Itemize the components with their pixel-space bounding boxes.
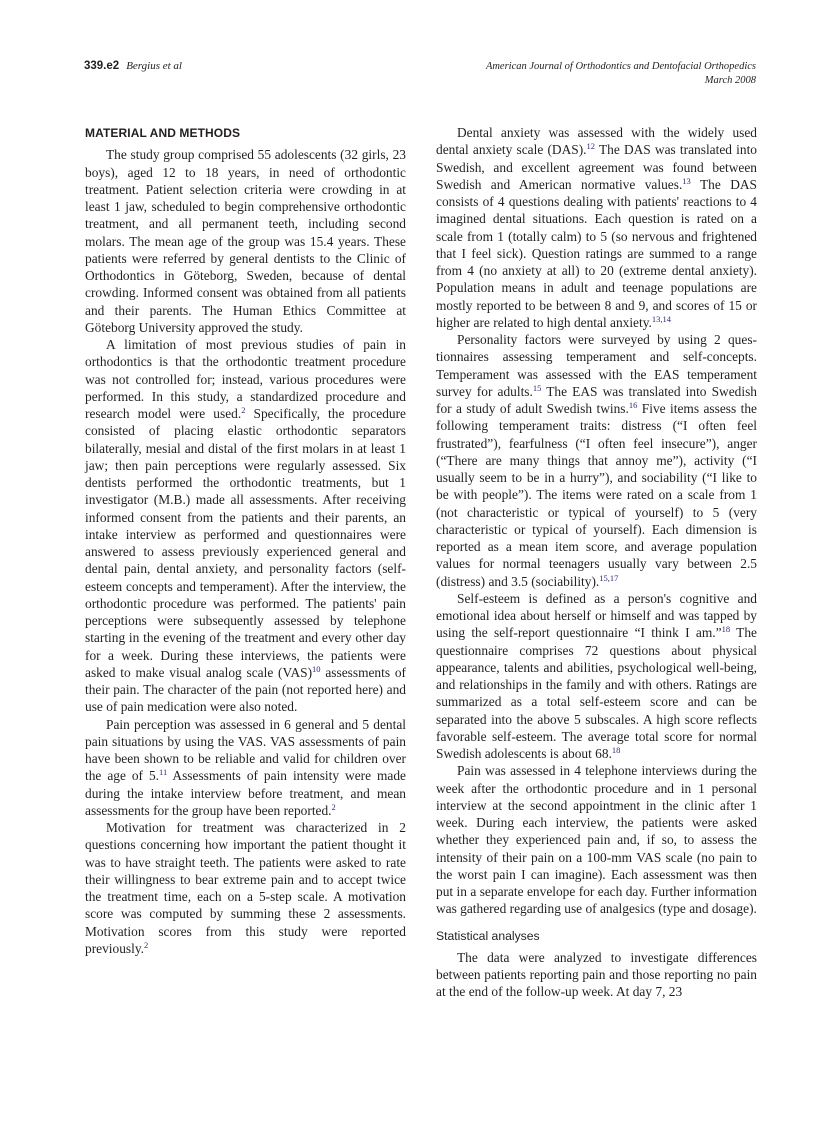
citation-link[interactable]: 12 <box>586 141 595 152</box>
page-number: 339.e2 <box>84 60 120 72</box>
citation-link[interactable]: 2 <box>331 801 336 812</box>
paragraph-text: Five items assess the following temperament traits: distress (“I often feel frustrated”), fearfulness (“I often feel insecure”), anger (“There are many things that annoy me”), activity (“I usually seem to be in a hurry”), and sociability (“I like to be with people”). The items were rated on a scale from 1 (not characteristic or typical of yourself) to 5 (very characteristic or typical of yourself). Each dimension is reported as a mean item score, and average population values for normal teenagers usually vary between 2.5 (distress) and 3.5 (sociability). <box>436 401 757 589</box>
paragraph-self-esteem <box>436 590 757 763</box>
paragraph-text: The DAS consists of 4 questions dealing with patients' reactions to 4 imagined dental situations. Each question is rated on a scale from 1 (totally calm) to 5 (so nervous and frightened that I feel sick). Question ratings are summed to a range from 4 (no anxiety at all) to 20 (extreme dental anxiety). Population means in adult and teenage populations are mostly reported to be between 8 and 9, and scores of 15 or higher are related to high dental anxiety. <box>436 176 757 330</box>
citation-link[interactable]: 15,17 <box>599 572 619 583</box>
paragraph-personality <box>436 331 757 590</box>
paragraph-pain-assessment <box>436 762 757 917</box>
paragraph-pain-perception <box>85 716 406 820</box>
citation-link[interactable]: 10 <box>312 663 321 674</box>
running-authors: Bergius et al <box>126 60 182 72</box>
right-column <box>436 124 757 1001</box>
journal-title: American Journal of Orthodontics and Dentofacial Orthopedics <box>485 61 756 72</box>
citation-link[interactable]: 2 <box>144 939 149 950</box>
section-heading-methods: MATERIAL AND METHODS <box>85 126 241 140</box>
paragraph-text: Motivation for treatment was characterized in 2 questions concerning how important the patient thought it was to have straight teeth. The patients were asked to rate their willingness to bear extreme pain and to accept twice the treatment time, each on a 5-step scale. A motivation score was computed by summing these 2 assessments. Motivation scores from this study were reported previously. <box>85 820 406 956</box>
paragraph-text: Dental anxiety was assessed with the widely used dental anxiety scale (DAS). <box>436 125 757 158</box>
paragraph-statistics <box>436 949 757 1001</box>
paragraph-text: assessments of their pain. The character of the pain (not reported here) and use of pain medication were also noted. <box>85 664 406 715</box>
paragraph-text: Pain perception was assessed in 6 general and 5 dental pain situations by using the VAS. VAS assessments of pain have been shown to be reliable and valid for children over the age of 5. <box>85 716 406 784</box>
paragraph-dental-anxiety <box>436 124 757 331</box>
citation-link[interactable]: 16 <box>628 400 638 410</box>
paragraph-motivation <box>85 819 406 957</box>
citation-link[interactable]: 2 <box>241 405 246 415</box>
subsection-heading-statistics: Statistical analyses <box>436 928 540 943</box>
header-right <box>486 60 756 88</box>
citation-link[interactable]: 18 <box>611 745 621 755</box>
paragraph-study-group <box>85 146 406 336</box>
running-header <box>84 60 756 94</box>
paragraph-text: Assessments of pain intensity were made during the intake interview before treatment, and mean assessments for the group have been reported. <box>85 768 406 818</box>
paragraph-text: The EAS was translated into Swedish for a study of adult Swedish twins. <box>436 383 757 416</box>
citation-link[interactable]: 15 <box>532 382 542 393</box>
citation-link[interactable]: 11 <box>159 767 168 778</box>
left-column <box>85 124 406 957</box>
paragraph-text: The study group comprised 55 adolescents (32 girls, 23 boys), aged 12 to 18 years, in need of orthodontic treatment. Patient selection criteria were crowding in at least 1 jaw, scheduled to begin comprehensive orthodontic treatment, and all permanent teeth, including second molars. The mean age of the group was 15.4 years. These patients were referred by general dentists to the Clinic of Orthodontics in Göteborg, Sweden, because of dental crowding. Informed consent was obtained from all patients and their parents. The Human Ethics Committee at Göteborg University approved the study. <box>85 147 406 335</box>
paragraph-text: The data were analyzed to investigate differences between patients reporting pain and those reporting no pain at the end of the follow-up week. At day 7, 23 <box>436 949 757 1000</box>
citation-link[interactable]: 13 <box>682 175 691 186</box>
issue-date: March 2008 <box>704 75 756 86</box>
paragraph-text: A limitation of most previous studies of pain in orthodontics is that the orthodontic treatment procedure was not controlled for; instead, various procedures were performed. In this study, a standardized procedure and research model were used. <box>85 337 406 421</box>
paragraph-text: Personality factors were surveyed by using 2 questionnaires assessing temperament and self-concepts. Temperament was assessed with the EAS temperament survey for adults. <box>436 332 757 399</box>
paragraph-limitation <box>85 336 406 716</box>
header-left <box>84 60 182 72</box>
paragraph-text: Specifically, the procedure consisted of placing elastic orthodontic separators bilaterally, mesial and distal of the first molars in at least 1 jaw; then pain perceptions were regularly assessed. Six dentists performed the orthodontic treatments, but 1 investigator (M.B.) made all assessments. After receiving informed consent from the patients and their parents, an intake interview as performed and questionnaires were answered to assess previously experienced general and dental pain, dental anxiety, and personality factors (self-esteem concepts and temperament). After the interview, the orthodontic procedure was performed. The patients' pain perceptions were subsequently assessed by telephone starting in the evening of the treatment and every other day for a week. During these interviews, the patients were asked to make visual analog scale (VAS) <box>85 406 406 680</box>
paragraph-text: Self-esteem is defined as a person's cognitive and emotional idea about herself or himself and was tapped by using the self-report questionnaire “I think I am.” <box>436 590 757 641</box>
paragraph-text: The DAS was translated into Swedish, and excellent agreement was found between Swedish and American normative values. <box>436 142 757 192</box>
paragraph-text: Pain was assessed in 4 telephone interviews during the week after the orthodontic procedure and in 1 personal interview at the second appointment in the clinic after 1 week. During each interview, the patients were asked whether they experienced pain and, if so, to assess the intensity of their pain on a 100-mm VAS scale (no pain to the worst pain I can imagine). Each assessment was then put in a separate envelope for each day. Further information was gathered regarding use of analgesics (type and dosage). <box>436 763 757 917</box>
citation-link[interactable]: 18 <box>721 624 731 635</box>
paragraph-text: The questionnaire comprises 72 questions about physical appearance, talents and abilities, psychological well-being, and relationships in the family and with others. Ratings are summarized as a total self-esteem score and can be separated into the above 5 subscales. A high score reflects favorable self-esteem. The average total score for normal Swedish adolescents is about 68. <box>436 625 757 761</box>
citation-link[interactable]: 13,14 <box>651 313 672 324</box>
